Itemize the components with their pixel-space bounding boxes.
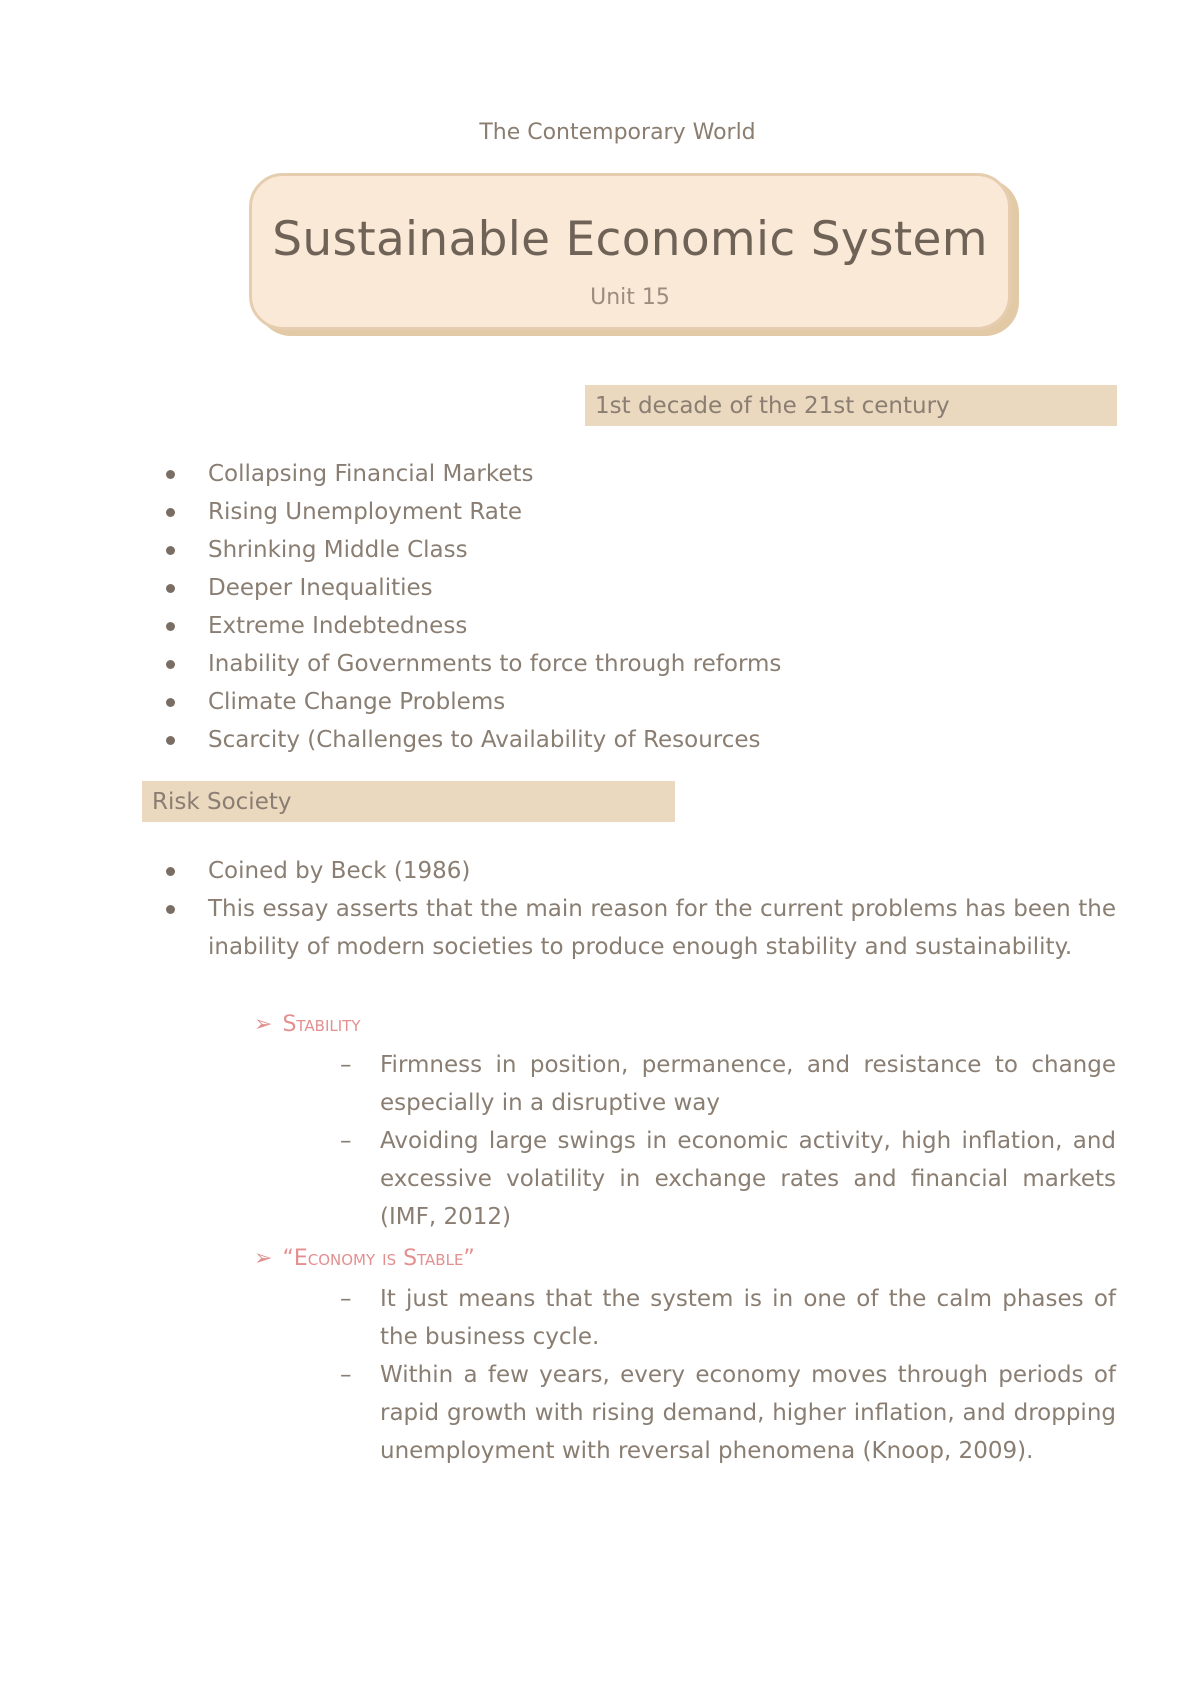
- section-heading-risk-society: Risk Society: [142, 781, 675, 822]
- bullet-icon: [166, 660, 175, 669]
- list-item: Extreme Indebtedness: [0, 607, 1200, 645]
- bullet-icon: [166, 584, 175, 593]
- bullet-icon: [166, 698, 175, 707]
- arrow-icon: ➢: [254, 1012, 273, 1037]
- list-item: Inability of Governments to force through reforms: [0, 645, 1200, 683]
- list-item: Coined by Beck (1986): [0, 852, 1200, 890]
- subheading-economy-stable: [254, 1240, 475, 1278]
- subheading-stability: [254, 1006, 360, 1044]
- page-title: Sustainable Economic System: [272, 212, 988, 267]
- decade-problems-list: [0, 455, 1200, 759]
- bullet-icon: [166, 905, 175, 914]
- section-heading-decade: 1st decade of the 21st century: [585, 385, 1117, 426]
- bullet-icon: [166, 622, 175, 631]
- dash-icon: –: [340, 1362, 352, 1388]
- bullet-icon: [166, 546, 175, 555]
- bullet-icon: [166, 736, 175, 745]
- list-item: Shrinking Middle Class: [0, 531, 1200, 569]
- dash-icon: –: [340, 1052, 352, 1078]
- dash-icon: –: [340, 1286, 352, 1312]
- course-title: The Contemporary World: [479, 120, 756, 145]
- bullet-icon: [166, 470, 175, 479]
- list-item: Collapsing Financial Markets: [0, 455, 1200, 493]
- economy-stable-point: It just means that the system is in one of the calm phases of the business cycle.: [380, 1286, 1116, 1350]
- stability-point: Avoiding large swings in economic activity, high inflation, and excessive volatility in exchange rates and financial markets (IMF, 2012): [380, 1128, 1116, 1230]
- list-item: Rising Unemployment Rate: [0, 493, 1200, 531]
- stability-point: Firmness in position, permanence, and resistance to change especially in a disruptive way: [380, 1052, 1116, 1116]
- subheading-label: Stability: [282, 1012, 361, 1037]
- list-item: Climate Change Problems: [0, 683, 1200, 721]
- bullet-icon: [166, 867, 175, 876]
- title-banner: [249, 173, 1011, 330]
- essay-statement: This essay asserts that the main reason for the current problems has been the inability of modern societies to produce enough stability and sustainability.: [208, 896, 1116, 960]
- subheading-label: “Economy is Stable”: [282, 1246, 475, 1271]
- list-item: Scarcity (Challenges to Availability of Resources: [0, 721, 1200, 759]
- economy-stable-point: Within a few years, every economy moves through periods of rapid growth with rising demand, higher inflation, and dropping unemployment with reversal phenomena (Knoop, 2009).: [380, 1362, 1116, 1464]
- list-item: Deeper Inequalities: [0, 569, 1200, 607]
- dash-icon: –: [340, 1128, 352, 1154]
- arrow-icon: ➢: [254, 1246, 273, 1271]
- bullet-icon: [166, 508, 175, 517]
- unit-label: Unit 15: [590, 285, 670, 310]
- risk-society-list: [0, 852, 1200, 890]
